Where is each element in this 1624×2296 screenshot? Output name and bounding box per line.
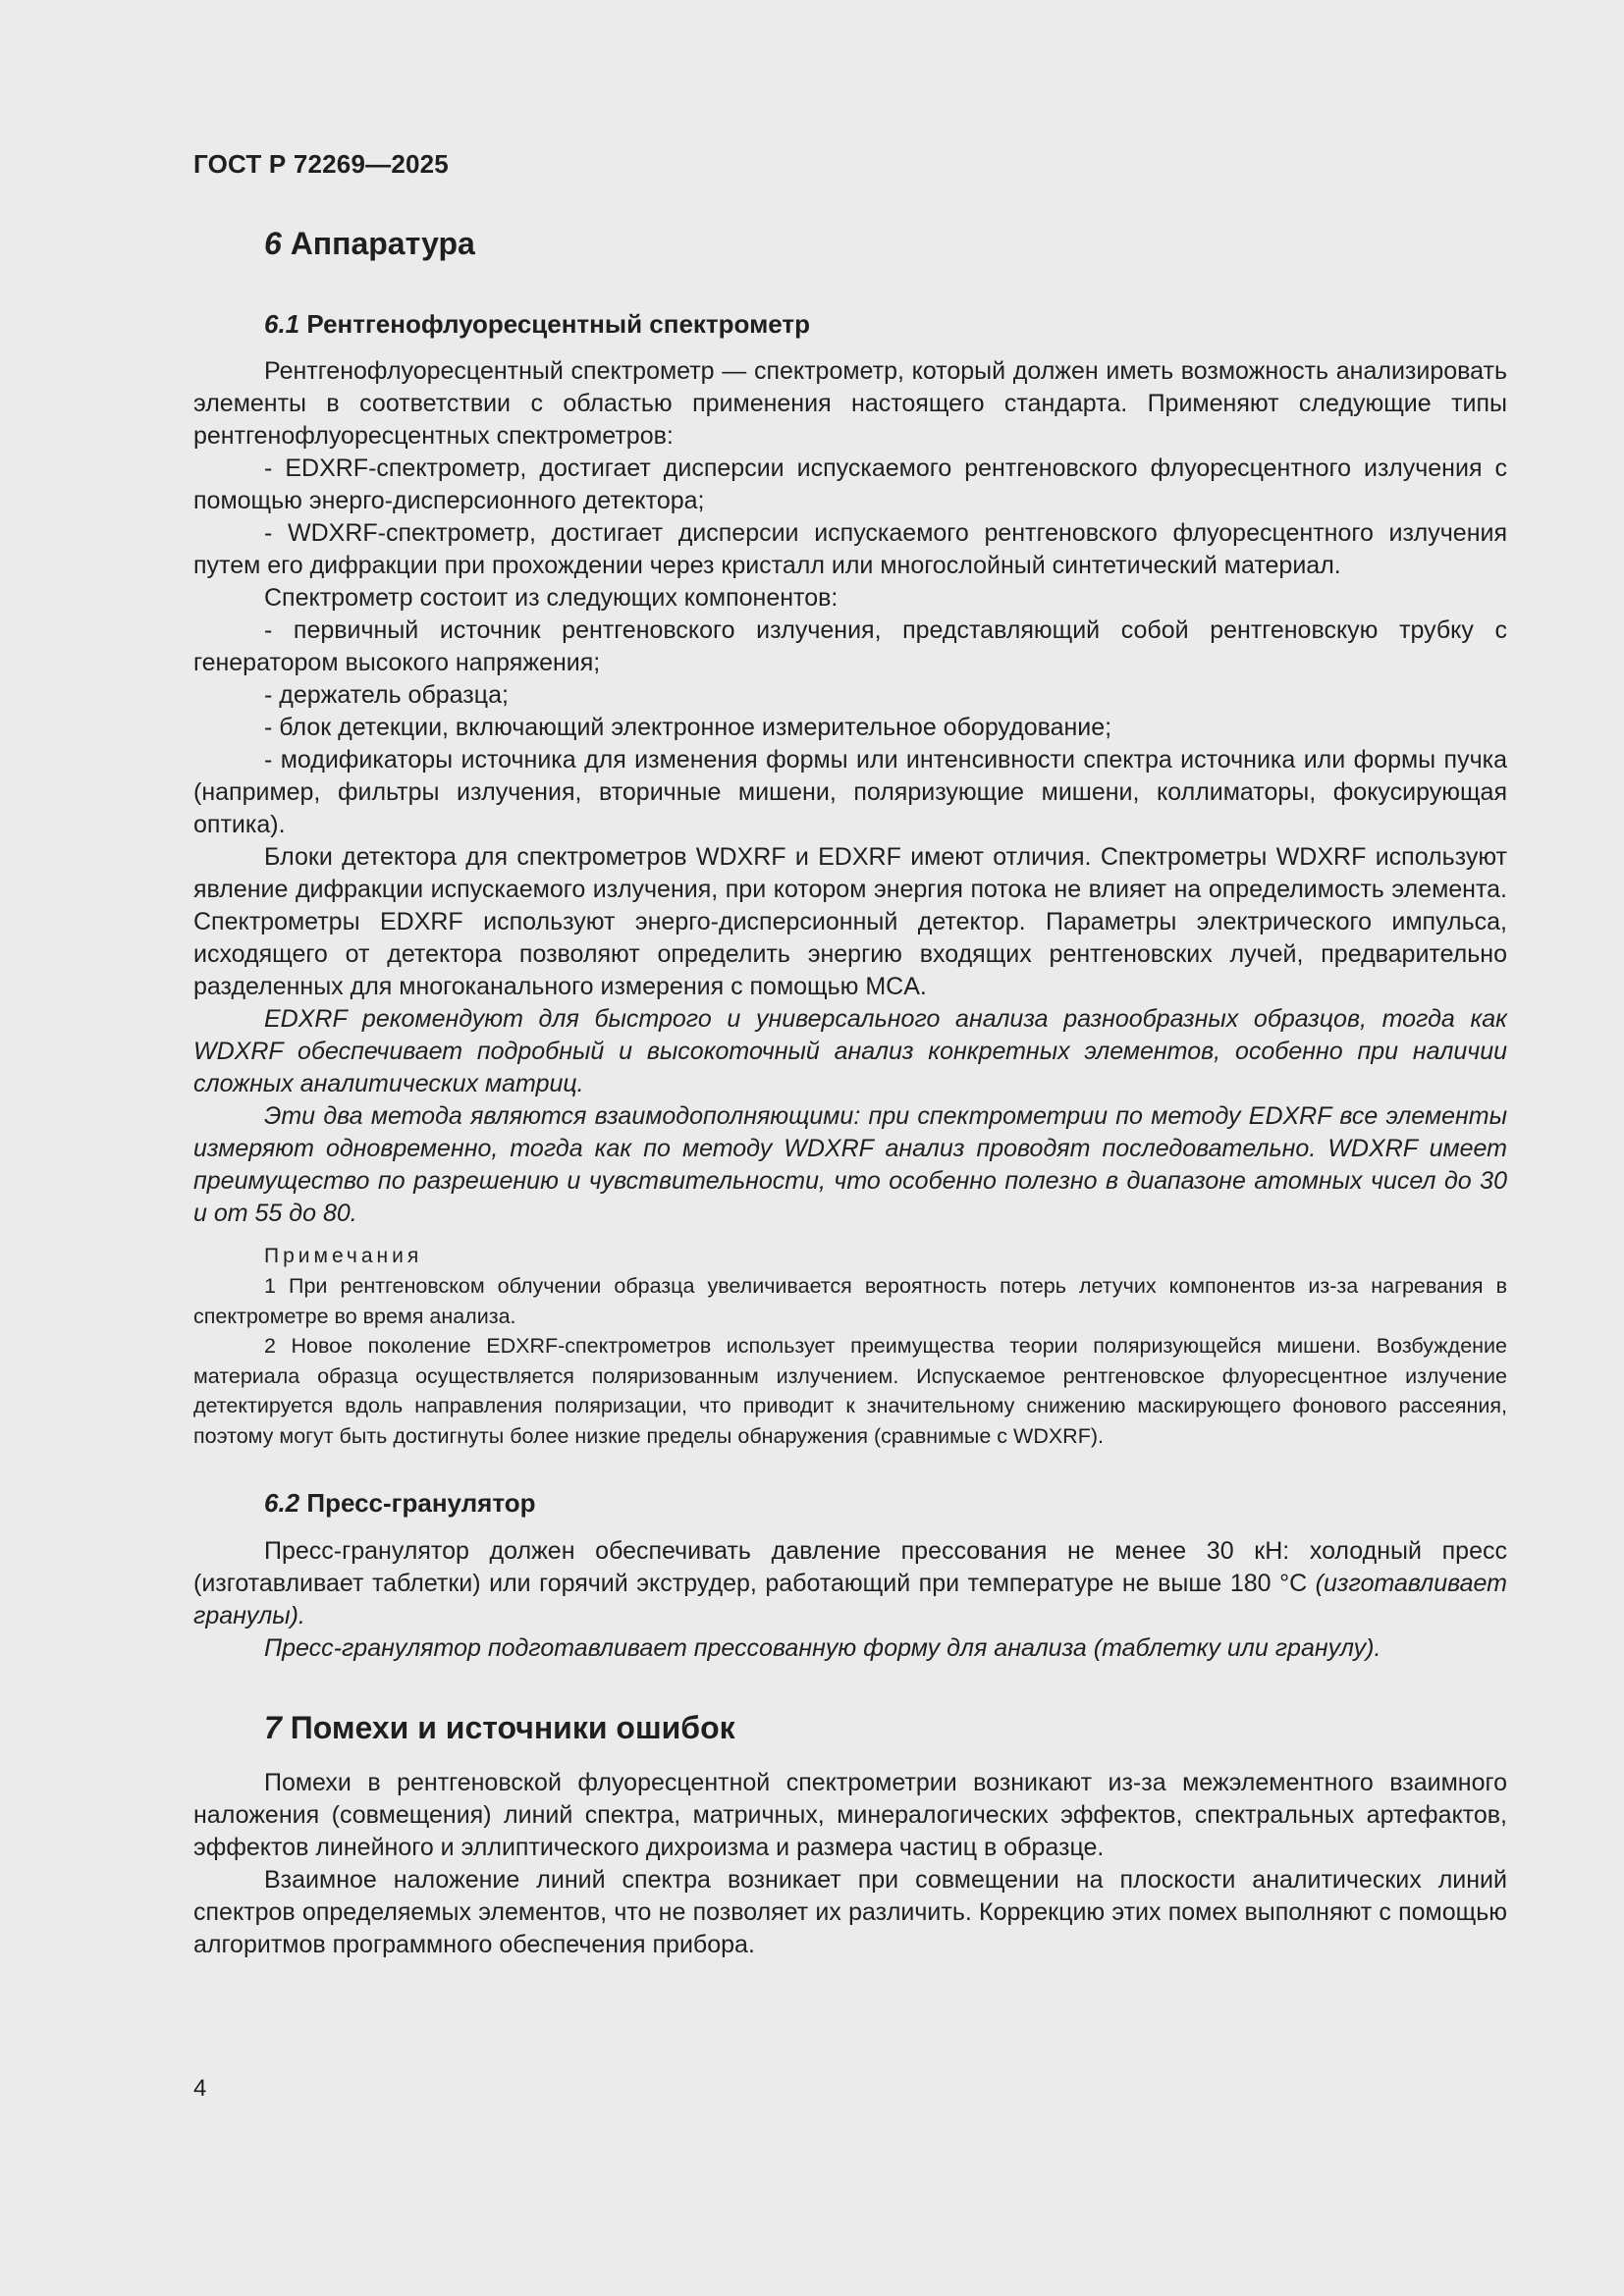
section-title: Пресс-гранулятор bbox=[306, 1488, 536, 1518]
section-number: 6.2 bbox=[264, 1488, 300, 1518]
paragraph-italic: EDXRF рекомендуют для быстрого и универсального анализа разнообразных образцов, тогда как WDXRF обеспечивает подробный и высокоточный анализ конкретных элементов, особенно при наличии сложных аналитических матриц. bbox=[193, 1005, 1507, 1097]
list-item: - EDXRF-спектрометр, достигает дисперсии испускаемого рентгеновского флуоресцентного излучения с помощью энерго-дисперсионного детектора; bbox=[193, 454, 1507, 514]
list-item: - WDXRF-спектрометр, достигает дисперсии испускаемого рентгеновского флуоресцентного излучения путем его дифракции при прохождении через кристалл или многослойный синтетический материал. bbox=[193, 519, 1507, 579]
list-item: - первичный источник рентгеновского излучения, представляющий собой рентгеновскую трубку с генератором высокого напряжения; bbox=[193, 616, 1507, 676]
section-6-2-body bbox=[193, 1535, 1507, 1665]
paragraph-text-italic: (изготавливает гранулы). bbox=[193, 1570, 1507, 1629]
paragraph: Блоки детектора для спектрометров WDXRF и EDXRF имеют отличия. Спектрометры WDXRF используют явление дифракции испускаемого излучения, при котором энергия потока не влияет на определимость элемента. Спектрометры EDXRF используют энерго-дисперсионный детектор. Параметры электрического импульса, исходящего от детектора позволяют определить энергию входящих рентгеновских лучей, предварительно разделенных для многоканального измерения с помощью MCA. bbox=[193, 843, 1507, 1000]
page-content bbox=[193, 222, 1507, 1961]
paragraph-italic: Эти два метода являются взаимодополняющими: при спектрометрии по методу EDXRF все элементы измеряют одновременно, тогда как по методу WDXRF анализ проводят последовательно. WDXRF имеет преимущество по разрешению и чувствительности, что особенно полезно в диапазоне атомных чисел до 30 и от 55 до 80. bbox=[193, 1102, 1507, 1227]
list-item: - модификаторы источника для изменения формы или интенсивности спектра источника или формы пучка (например, фильтры излучения, вторичные мишени, поляризующие мишени, коллиматоры, фокусирующая оптика). bbox=[193, 746, 1507, 838]
page-number: 4 bbox=[193, 2075, 207, 2102]
list-item: - держатель образца; bbox=[264, 681, 509, 709]
section-6-2-heading bbox=[193, 1484, 1507, 1522]
note-item: 2 Новое поколение EDXRF-спектрометров использует преимущества теории поляризующейся мишени. Возбуждение материала образца осуществляется поляризованным излучением. Испускаемое рентгеновское флуоресцентное излучение детектируется вдоль направления поляризации, что приводит к значительному снижению маскирующего фонового рассеяния, поэтому могут быть достигнуты более низкие пределы обнаружения (сравнимые с WDXRF). bbox=[193, 1334, 1507, 1448]
section-number: 7 bbox=[264, 1710, 282, 1745]
notes-title: Примечания bbox=[264, 1245, 423, 1267]
section-number: 6 bbox=[264, 226, 282, 261]
paragraph-text: Пресс-гранулятор должен обеспечивать давление прессования не менее 30 кН: холодный пресс (изготавливает таблетки) или горячий экструдер, работающий при температуре не выше 180 °С bbox=[193, 1537, 1507, 1597]
list-item: - блок детекции, включающий электронное измерительное оборудование; bbox=[264, 714, 1112, 741]
paragraph: Помехи в рентгеновской флуоресцентной спектрометрии возникают из-за межэлементного взаимного наложения (совмещения) линий спектра, матричных, минералогических эффектов, спектральных артефактов, эффектов линейного и эллиптического дихроизма и размера частиц в образце. bbox=[193, 1769, 1507, 1861]
section-7-heading bbox=[193, 1706, 1507, 1749]
section-title: Помехи и источники ошибок bbox=[290, 1710, 735, 1745]
section-6-1-heading bbox=[193, 305, 1507, 343]
paragraph: Спектрометр состоит из следующих компонентов: bbox=[264, 584, 839, 612]
document-header: ГОСТ Р 72269—2025 bbox=[193, 149, 449, 179]
notes-block bbox=[193, 1242, 1507, 1451]
section-title: Аппаратура bbox=[290, 226, 475, 261]
paragraph: Взаимное наложение линий спектра возникает при совмещении на плоскости аналитических линий спектров определяемых элементов, что не позволяет их различить. Коррекцию этих помех выполняют с помощью алгоритмов программного обеспечения прибора. bbox=[193, 1866, 1507, 1958]
section-7-body bbox=[193, 1767, 1507, 1961]
section-title: Рентгенофлуоресцентный спектрометр bbox=[306, 309, 811, 339]
paragraph: Рентгенофлуоресцентный спектрометр — спектрометр, который должен иметь возможность анализировать элементы в соответствии с областью применения настоящего стандарта. Применяют следующие типы рентгенофлуоресцентных спектрометров: bbox=[193, 357, 1507, 450]
section-6-heading bbox=[193, 222, 1507, 265]
note-item: 1 При рентгеновском облучении образца увеличивается вероятность потерь летучих компонентов из-за нагревания в спектрометре во время анализа. bbox=[193, 1274, 1507, 1328]
paragraph-italic: Пресс-гранулятор подготавливает прессованную форму для анализа (таблетку или гранулу). bbox=[264, 1634, 1381, 1662]
paragraph bbox=[193, 1535, 1507, 1632]
section-6-1-body bbox=[193, 355, 1507, 1230]
section-number: 6.1 bbox=[264, 309, 300, 339]
